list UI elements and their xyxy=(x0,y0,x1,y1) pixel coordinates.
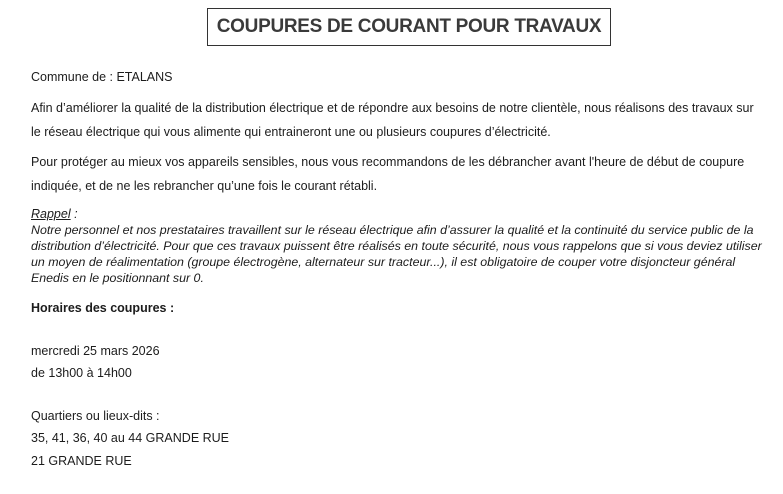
title-box xyxy=(207,8,611,46)
quartiers-label: Quartiers ou lieux-dits : xyxy=(31,409,160,423)
commune-line: Commune de : ETALANS xyxy=(31,70,173,84)
rappel-colon: : xyxy=(70,207,78,221)
rappel-heading xyxy=(31,207,78,221)
horaires-heading: Horaires des coupures : xyxy=(31,301,175,315)
outage-date: mercredi 25 mars 2026 xyxy=(31,344,160,358)
address-line: 35, 41, 36, 40 au 44 GRANDE RUE xyxy=(31,431,230,445)
page-title: COUPURES DE COURANT POUR TRAVAUX xyxy=(216,16,602,37)
rappel-text: Notre personnel et nos prestataires travaillent sur le réseau électrique afin d’assurer la qualité et la continuité du service public de la distribution d’électricité. Pour que ces travaux puissent être réalisés en toute sécurité, nous vous rappelons que si vous deviez utiliser un moyen de réalimentation (groupe électrogène, alternateur sur tracteur...), il est obligatoire de couper votre disjoncteur général Enedis en le positionnant sur 0. xyxy=(31,223,762,285)
protection-paragraph: Pour protéger au mieux vos appareils sensibles, nous vous recommandons de les débrancher avant l'heure de début de coupure indiquée, et de ne les rebrancher qu’une fois le courant rétabli. xyxy=(31,155,745,193)
address-line: 21 GRANDE RUE xyxy=(31,454,132,468)
intro-paragraph: Afin d’améliorer la qualité de la distribution électrique et de répondre aux besoins de notre clientèle, nous réalisons des travaux sur le réseau électrique qui vous alimente qui entraineront une ou plusieurs coupures d’électricité. xyxy=(31,101,754,139)
outage-time: de 13h00 à 14h00 xyxy=(31,366,132,380)
rappel-label: Rappel xyxy=(31,207,71,221)
